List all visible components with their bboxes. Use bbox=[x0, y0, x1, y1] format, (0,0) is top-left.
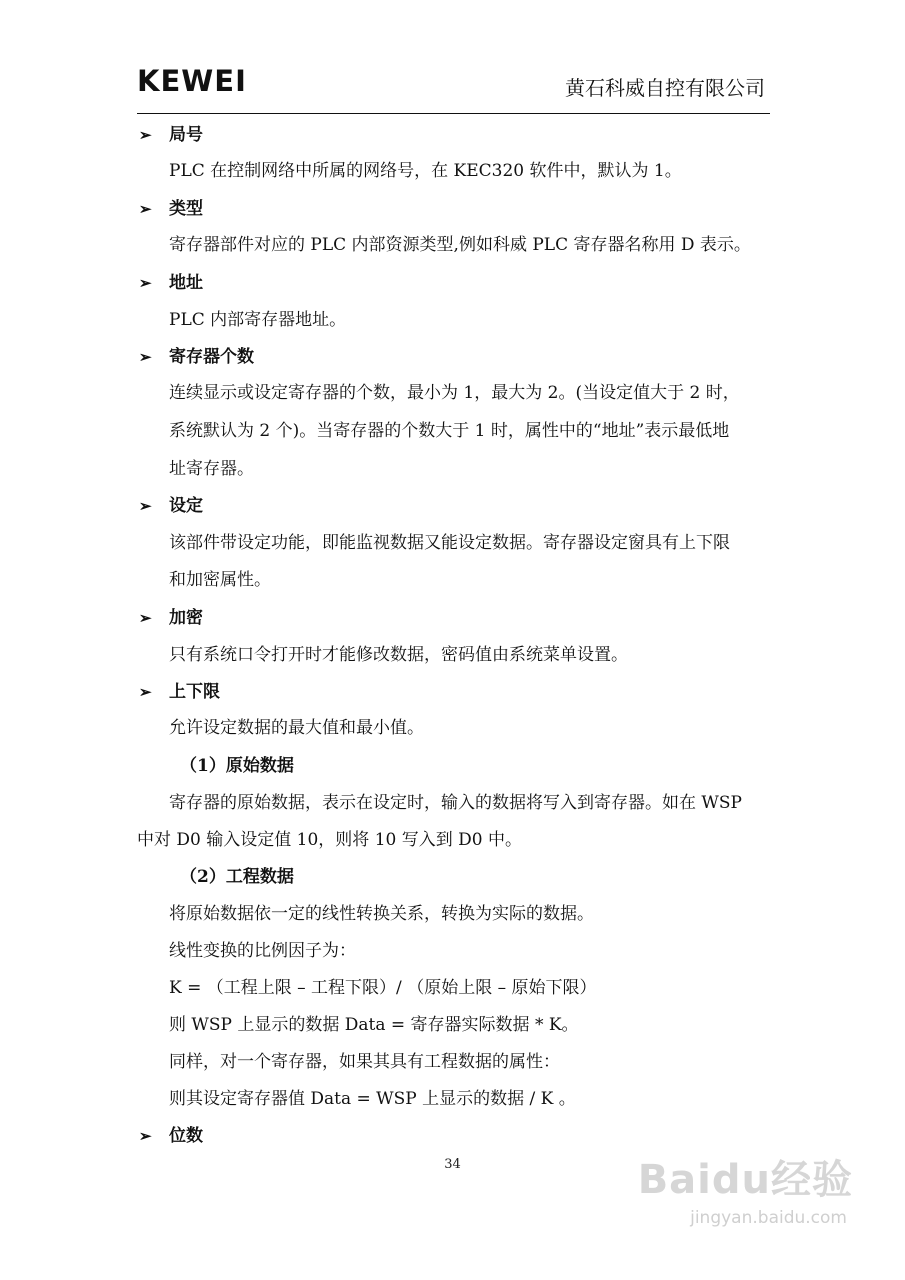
page-number: 34 bbox=[444, 1157, 461, 1172]
section-heading bbox=[139, 272, 203, 294]
heading-text: 类型 bbox=[169, 199, 203, 219]
body-text: PLC 在控制网络中所属的网络号，在 KEC320 软件中，默认为 1。 bbox=[169, 161, 682, 181]
bullet-arrow-icon: ➢ bbox=[139, 126, 152, 144]
bullet-arrow-icon: ➢ bbox=[139, 200, 152, 218]
formula-line: K = （工程上限 – 工程下限）/ （原始上限 – 原始下限） bbox=[169, 978, 597, 998]
body-text: 寄存器的原始数据，表示在设定时，输入的数据将写入到寄存器。如在 WSP bbox=[169, 793, 742, 813]
company-name: 黄石科威自控有限公司 bbox=[565, 76, 765, 100]
heading-text: 上下限 bbox=[169, 682, 220, 702]
body-text: 允许设定数据的最大值和最小值。 bbox=[169, 718, 424, 738]
body-text: 则 WSP 上显示的数据 Data = 寄存器实际数据 * K。 bbox=[169, 1015, 579, 1035]
baidu-watermark: Baidu经验 bbox=[637, 1157, 853, 1203]
bullet-arrow-icon: ➢ bbox=[139, 348, 152, 366]
heading-text: 加密 bbox=[169, 608, 203, 628]
section-heading bbox=[139, 198, 203, 220]
bullet-arrow-icon: ➢ bbox=[139, 609, 152, 627]
body-text: 同样，对一个寄存器，如果其具有工程数据的属性： bbox=[169, 1052, 560, 1072]
subsection-heading: （2）工程数据 bbox=[180, 867, 294, 887]
section-heading bbox=[139, 681, 220, 703]
heading-text: 局号 bbox=[169, 125, 203, 145]
section-heading bbox=[139, 346, 254, 368]
watermark-url: jingyan.baidu.com bbox=[690, 1208, 847, 1228]
body-text: 寄存器部件对应的 PLC 内部资源类型,例如科威 PLC 寄存器名称用 D 表示。 bbox=[169, 235, 751, 255]
body-text: 址寄存器。 bbox=[169, 459, 254, 479]
section-heading bbox=[139, 1125, 203, 1147]
body-text: 中对 D0 输入设定值 10，则将 10 写入到 D0 中。 bbox=[137, 830, 522, 850]
body-text: 线性变换的比例因子为： bbox=[169, 941, 356, 961]
body-text: 只有系统口令打开时才能修改数据，密码值由系统菜单设置。 bbox=[169, 645, 628, 665]
section-heading bbox=[139, 124, 203, 146]
body-text: 和加密属性。 bbox=[169, 570, 271, 590]
body-text: 则其设定寄存器值 Data = WSP 上显示的数据 / K 。 bbox=[169, 1089, 576, 1109]
bullet-arrow-icon: ➢ bbox=[139, 683, 152, 701]
heading-text: 位数 bbox=[169, 1126, 203, 1146]
body-text: 该部件带设定功能，即能监视数据又能设定数据。寄存器设定窗具有上下限 bbox=[169, 533, 730, 553]
kewei-logo: KEWEI bbox=[137, 64, 247, 98]
bullet-arrow-icon: ➢ bbox=[139, 274, 152, 292]
section-heading bbox=[139, 607, 203, 629]
heading-text: 设定 bbox=[169, 496, 203, 516]
body-text: 将原始数据依一定的线性转换关系，转换为实际的数据。 bbox=[169, 904, 594, 924]
body-text: 连续显示或设定寄存器的个数，最小为 1，最大为 2。(当设定值大于 2 时， bbox=[169, 383, 740, 403]
subsection-heading: （1）原始数据 bbox=[180, 756, 294, 776]
bullet-arrow-icon: ➢ bbox=[139, 1127, 152, 1145]
header-divider bbox=[137, 113, 770, 114]
bullet-arrow-icon: ➢ bbox=[139, 497, 152, 515]
body-text: PLC 内部寄存器地址。 bbox=[169, 310, 347, 330]
heading-text: 地址 bbox=[169, 273, 203, 293]
body-text: 系统默认为 2 个)。当寄存器的个数大于 1 时，属性中的“地址”表示最低地 bbox=[169, 421, 730, 441]
section-heading bbox=[139, 495, 203, 517]
heading-text: 寄存器个数 bbox=[169, 347, 254, 367]
